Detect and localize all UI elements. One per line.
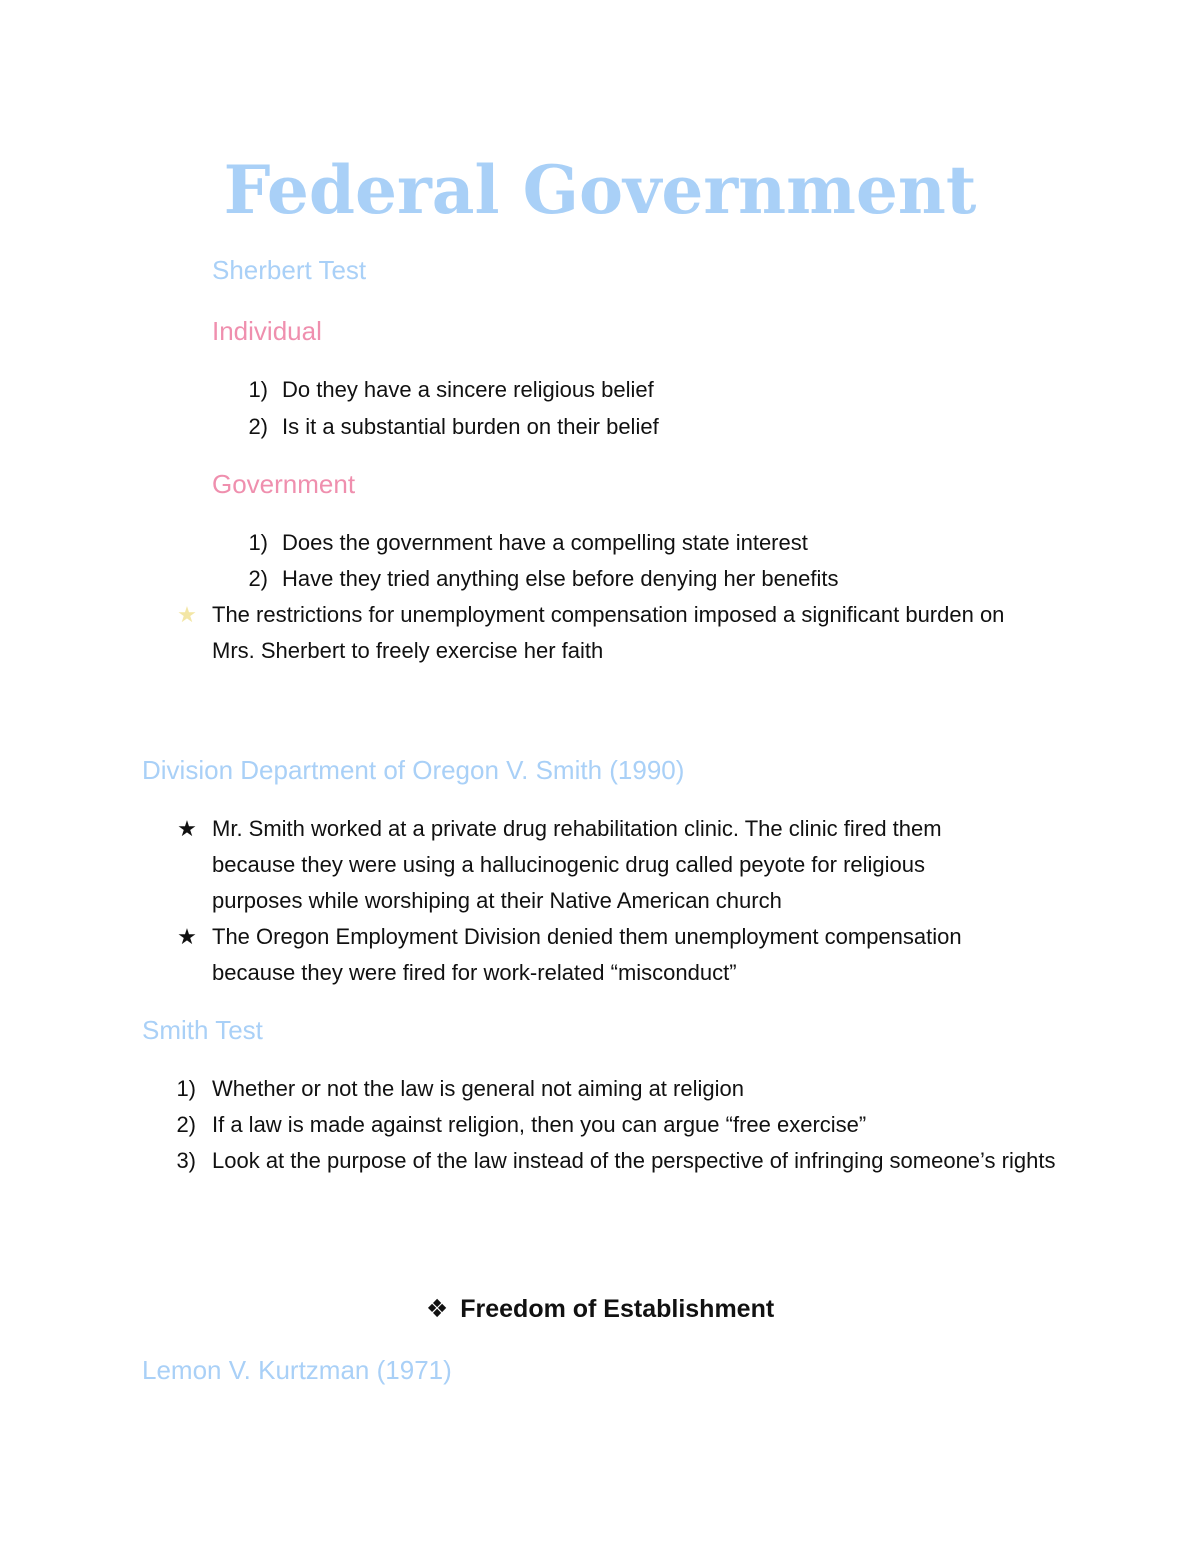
list-item: Have they tried anything else before denying her benefits <box>282 566 839 591</box>
lemon-case-heading: Lemon V. Kurtzman (1971) <box>142 1355 452 1385</box>
freedom-of-establishment-heading <box>0 1291 1200 1327</box>
list-number: 2) <box>176 1112 196 1137</box>
list-number: 1) <box>248 377 268 402</box>
sherbert-test-heading: Sherbert Test <box>212 255 367 285</box>
list-item: Look at the purpose of the law instead of the perspective of infringing someone’s rights <box>212 1148 1056 1173</box>
list-item: The Oregon Employment Division denied them unemployment compensation because they were fired for work-related “misconduct” <box>212 924 962 985</box>
star-icon: ★ <box>177 924 197 949</box>
list-item: Is it a substantial burden on their belief <box>282 414 659 439</box>
sherbert-note: The restrictions for unemployment compensation imposed a significant burden on Mrs. Sherbert to freely exercise her faith <box>212 602 1005 663</box>
smith-case-heading: Division Department of Oregon V. Smith (1990) <box>142 755 685 785</box>
diamond-icon: ❖ <box>425 1295 449 1323</box>
list-number: 1) <box>176 1076 196 1101</box>
page-title: Federal Government <box>223 151 977 229</box>
list-number: 2) <box>248 414 268 439</box>
government-heading: Government <box>212 469 356 499</box>
list-item: Whether or not the law is general not aiming at religion <box>212 1076 744 1101</box>
individual-heading: Individual <box>212 316 322 346</box>
list-item: If a law is made against religion, then you can argue “free exercise” <box>212 1112 867 1137</box>
list-number: 1) <box>248 530 268 555</box>
star-icon: ★ <box>177 602 197 627</box>
list-item: Do they have a sincere religious belief <box>282 377 654 402</box>
list-item: Does the government have a compelling state interest <box>282 530 808 555</box>
section-heading-text: Freedom of Establishment <box>460 1295 775 1323</box>
smith-test-heading: Smith Test <box>142 1015 263 1045</box>
list-item: Mr. Smith worked at a private drug rehabilitation clinic. The clinic fired them because they were using a hallucinogenic drug called peyote for religious purposes while worshiping at their Native American church <box>212 816 942 913</box>
list-number: 3) <box>176 1148 196 1173</box>
star-icon: ★ <box>177 816 197 841</box>
list-number: 2) <box>248 566 268 591</box>
